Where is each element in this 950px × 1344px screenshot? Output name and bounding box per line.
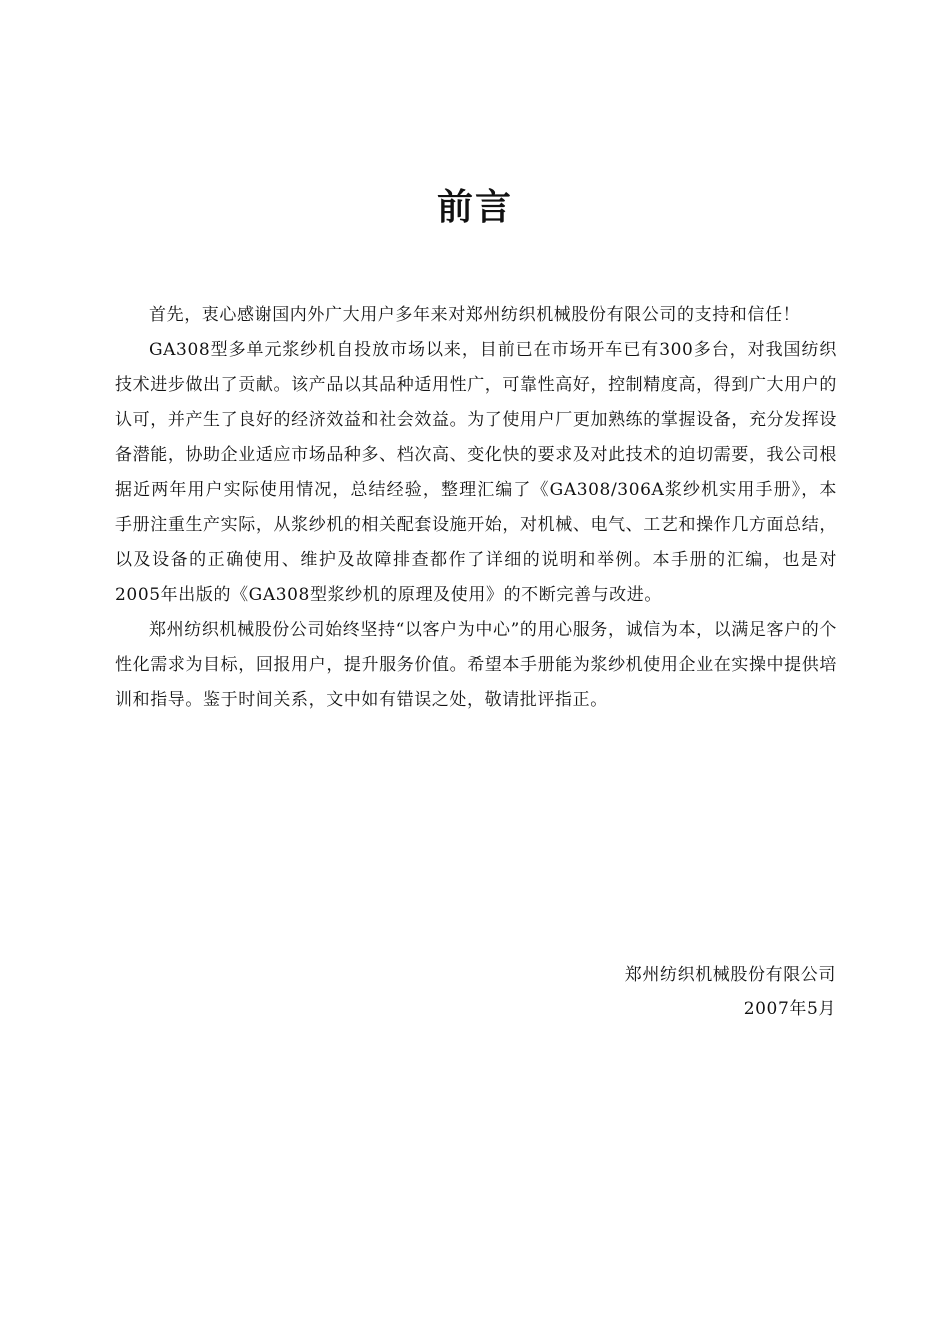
signature-date: 2007年5月	[743, 999, 836, 1019]
body-text	[115, 298, 837, 718]
page-title: 前言	[436, 187, 513, 228]
signature-block	[625, 958, 836, 1026]
paragraph-product: GA308型多单元浆纱机自投放市场以来，目前已在市场开车已有300多台，对我国纺织技术进步做出了贡献。该产品以其品种适用性广，可靠性高好，控制精度高，得到广大用户的认可，并产生了良好的经济效益和社会效益。为了使用户厂更加熟练的掌握设备，充分发挥设备潜能，协助企业适应市场品种多、档次高、变化快的要求及对此技术的迫切需要，我公司根据近两年用户实际使用情况，总结经验，整理汇编了《GA308/306A浆纱机实用手册》，本手册注重生产实际，从浆纱机的相关配套设施开始，对机械、电气、工艺和操作几方面总结，以及设备的正确使用、维护及故障排查都作了详细的说明和举例。本手册的汇编，也是对2005年出版的《GA308型浆纱机的原理及使用》的不断完善与改进。	[115, 340, 837, 605]
paragraph-service: 郑州纺织机械股份公司始终坚持“以客户为中心”的用心服务，诚信为本，以满足客户的个性化需求为目标，回报用户，提升服务价值。希望本手册能为浆纱机使用企业在实操中提供培训和指导。鉴于时间关系，文中如有错误之处，敬请批评指正。	[115, 620, 837, 710]
paragraph-thanks: 首先，衷心感谢国内外广大用户多年来对郑州纺织机械股份有限公司的支持和信任！	[149, 305, 801, 325]
signature-company: 郑州纺织机械股份有限公司	[624, 965, 836, 985]
